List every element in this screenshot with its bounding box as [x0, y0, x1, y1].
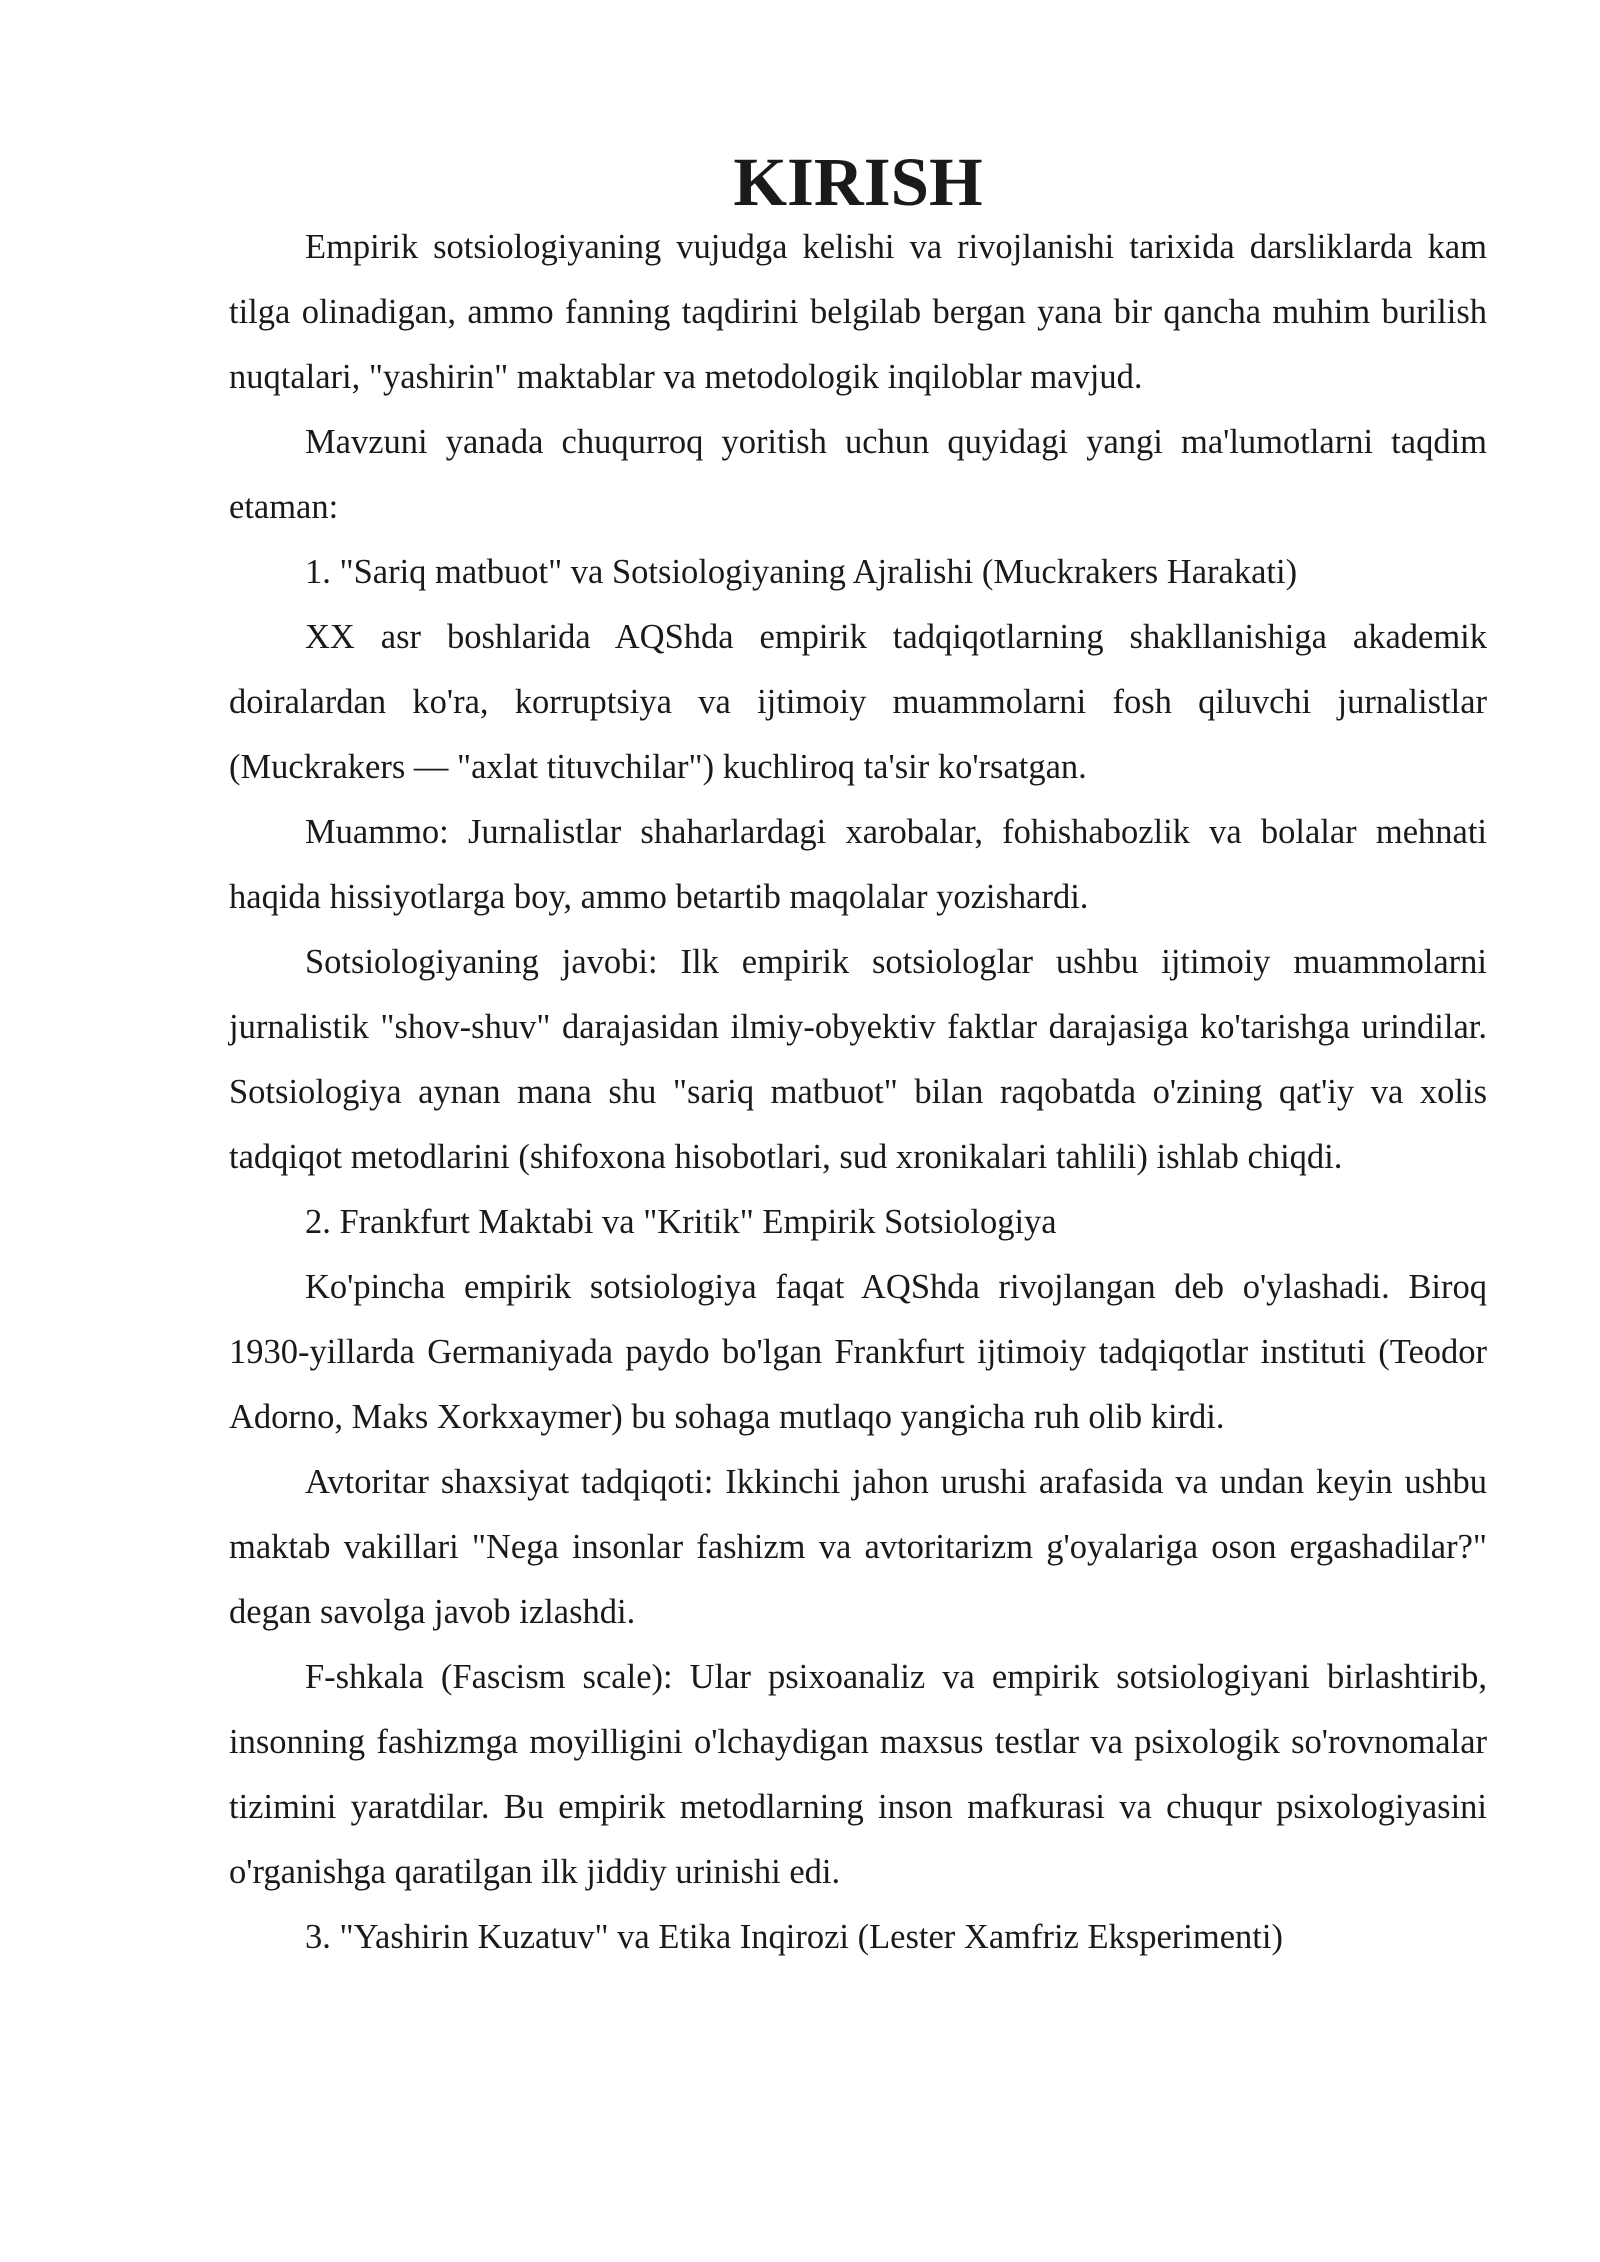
paragraph-intro: Empirik sotsiologiyaning vujudga kelishi va rivojlanishi tarixida darsliklarda kam tilga olinadigan, ammo fanning taqdirini belgilab bergan yana bir qancha muhim burilish nuqtalari, "yashirin" maktablar va metodologik inqiloblar mavjud. — [229, 228, 1487, 396]
page-title: KIRISH — [733, 144, 983, 220]
section-heading-1: 1. "Sariq matbuot" va Sotsiologiyaning Ajralishi (Muckrakers Harakati) — [305, 553, 1298, 591]
paragraph-problem: Muammo: Jurnalistlar shaharlardagi xarobalar, fohishabozlik va bolalar mehnati haqida hissiyotlarga boy, ammo betartib maqolalar yozishardi. — [229, 813, 1487, 916]
section-heading-3: 3. "Yashirin Kuzatuv" va Etika Inqirozi (Lester Xamfriz Eksperimenti) — [305, 1918, 1283, 1956]
paragraph-f-scale: F-shkala (Fascism scale): Ular psixoanaliz va empirik sotsiologiyani birlashtirib, insonning fashizmga moyilligini o'lchaydigan maxsus testlar va psixologik so'rovnomalar tizimini yaratdilar. Bu empirik metodlarning inson mafkurasi va chuqur psixologiyasini o'rganishga qaratilgan ilk jiddiy urinishi edi. — [229, 1658, 1487, 1891]
paragraph-muckrakers: XX asr boshlarida AQShda empirik tadqiqotlarning shakllanishiga akademik doiralardan ko'ra, korruptsiya va ijtimoiy muammolarni fosh qiluvchi jurnalistlar (Muckrakers — "axlat tituvchilar") kuchliroq ta'sir ko'rsatgan. — [229, 618, 1487, 786]
paragraph-frankfurt: Ko'pincha empirik sotsiologiya faqat AQShda rivojlangan deb o'ylashadi. Biroq 1930-yillarda Germaniyada paydo bo'lgan Frankfurt ijtimoiy tadqiqotlar instituti (Teodor Adorno, Maks Xorkxaymer) bu sohaga mutlaqo yangicha ruh olib kirdi. — [229, 1268, 1487, 1436]
paragraph-topic: Mavzuni yanada chuqurroq yoritish uchun quyidagi yangi ma'lumotlarni taqdim etaman: — [229, 423, 1487, 526]
section-heading-2: 2. Frankfurt Maktabi va "Kritik" Empirik Sotsiologiya — [305, 1203, 1057, 1241]
document-body — [229, 144, 1487, 1970]
paragraph-authoritarian: Avtoritar shaxsiyat tadqiqoti: Ikkinchi jahon urushi arafasida va undan keyin ushbu maktab vakillari "Nega insonlar fashizm va avtoritarizm g'oyalariga oson ergashadilar?" degan savolga javob izlashdi. — [229, 1463, 1487, 1631]
paragraph-sociology-answer: Sotsiologiyaning javobi: Ilk empirik sotsiologlar ushbu ijtimoiy muammolarni jurnalistik "shov-shuv" darajasidan ilmiy-obyektiv faktlar darajasiga ko'tarishga urindilar. Sotsiologiya aynan mana shu "sariq matbuot" bilan raqobatda o'zining qat'iy va xolis tadqiqot metodlarini (shifoxona hisobotlari, sud xronikalari tahlili) ishlab chiqdi. — [229, 943, 1487, 1176]
